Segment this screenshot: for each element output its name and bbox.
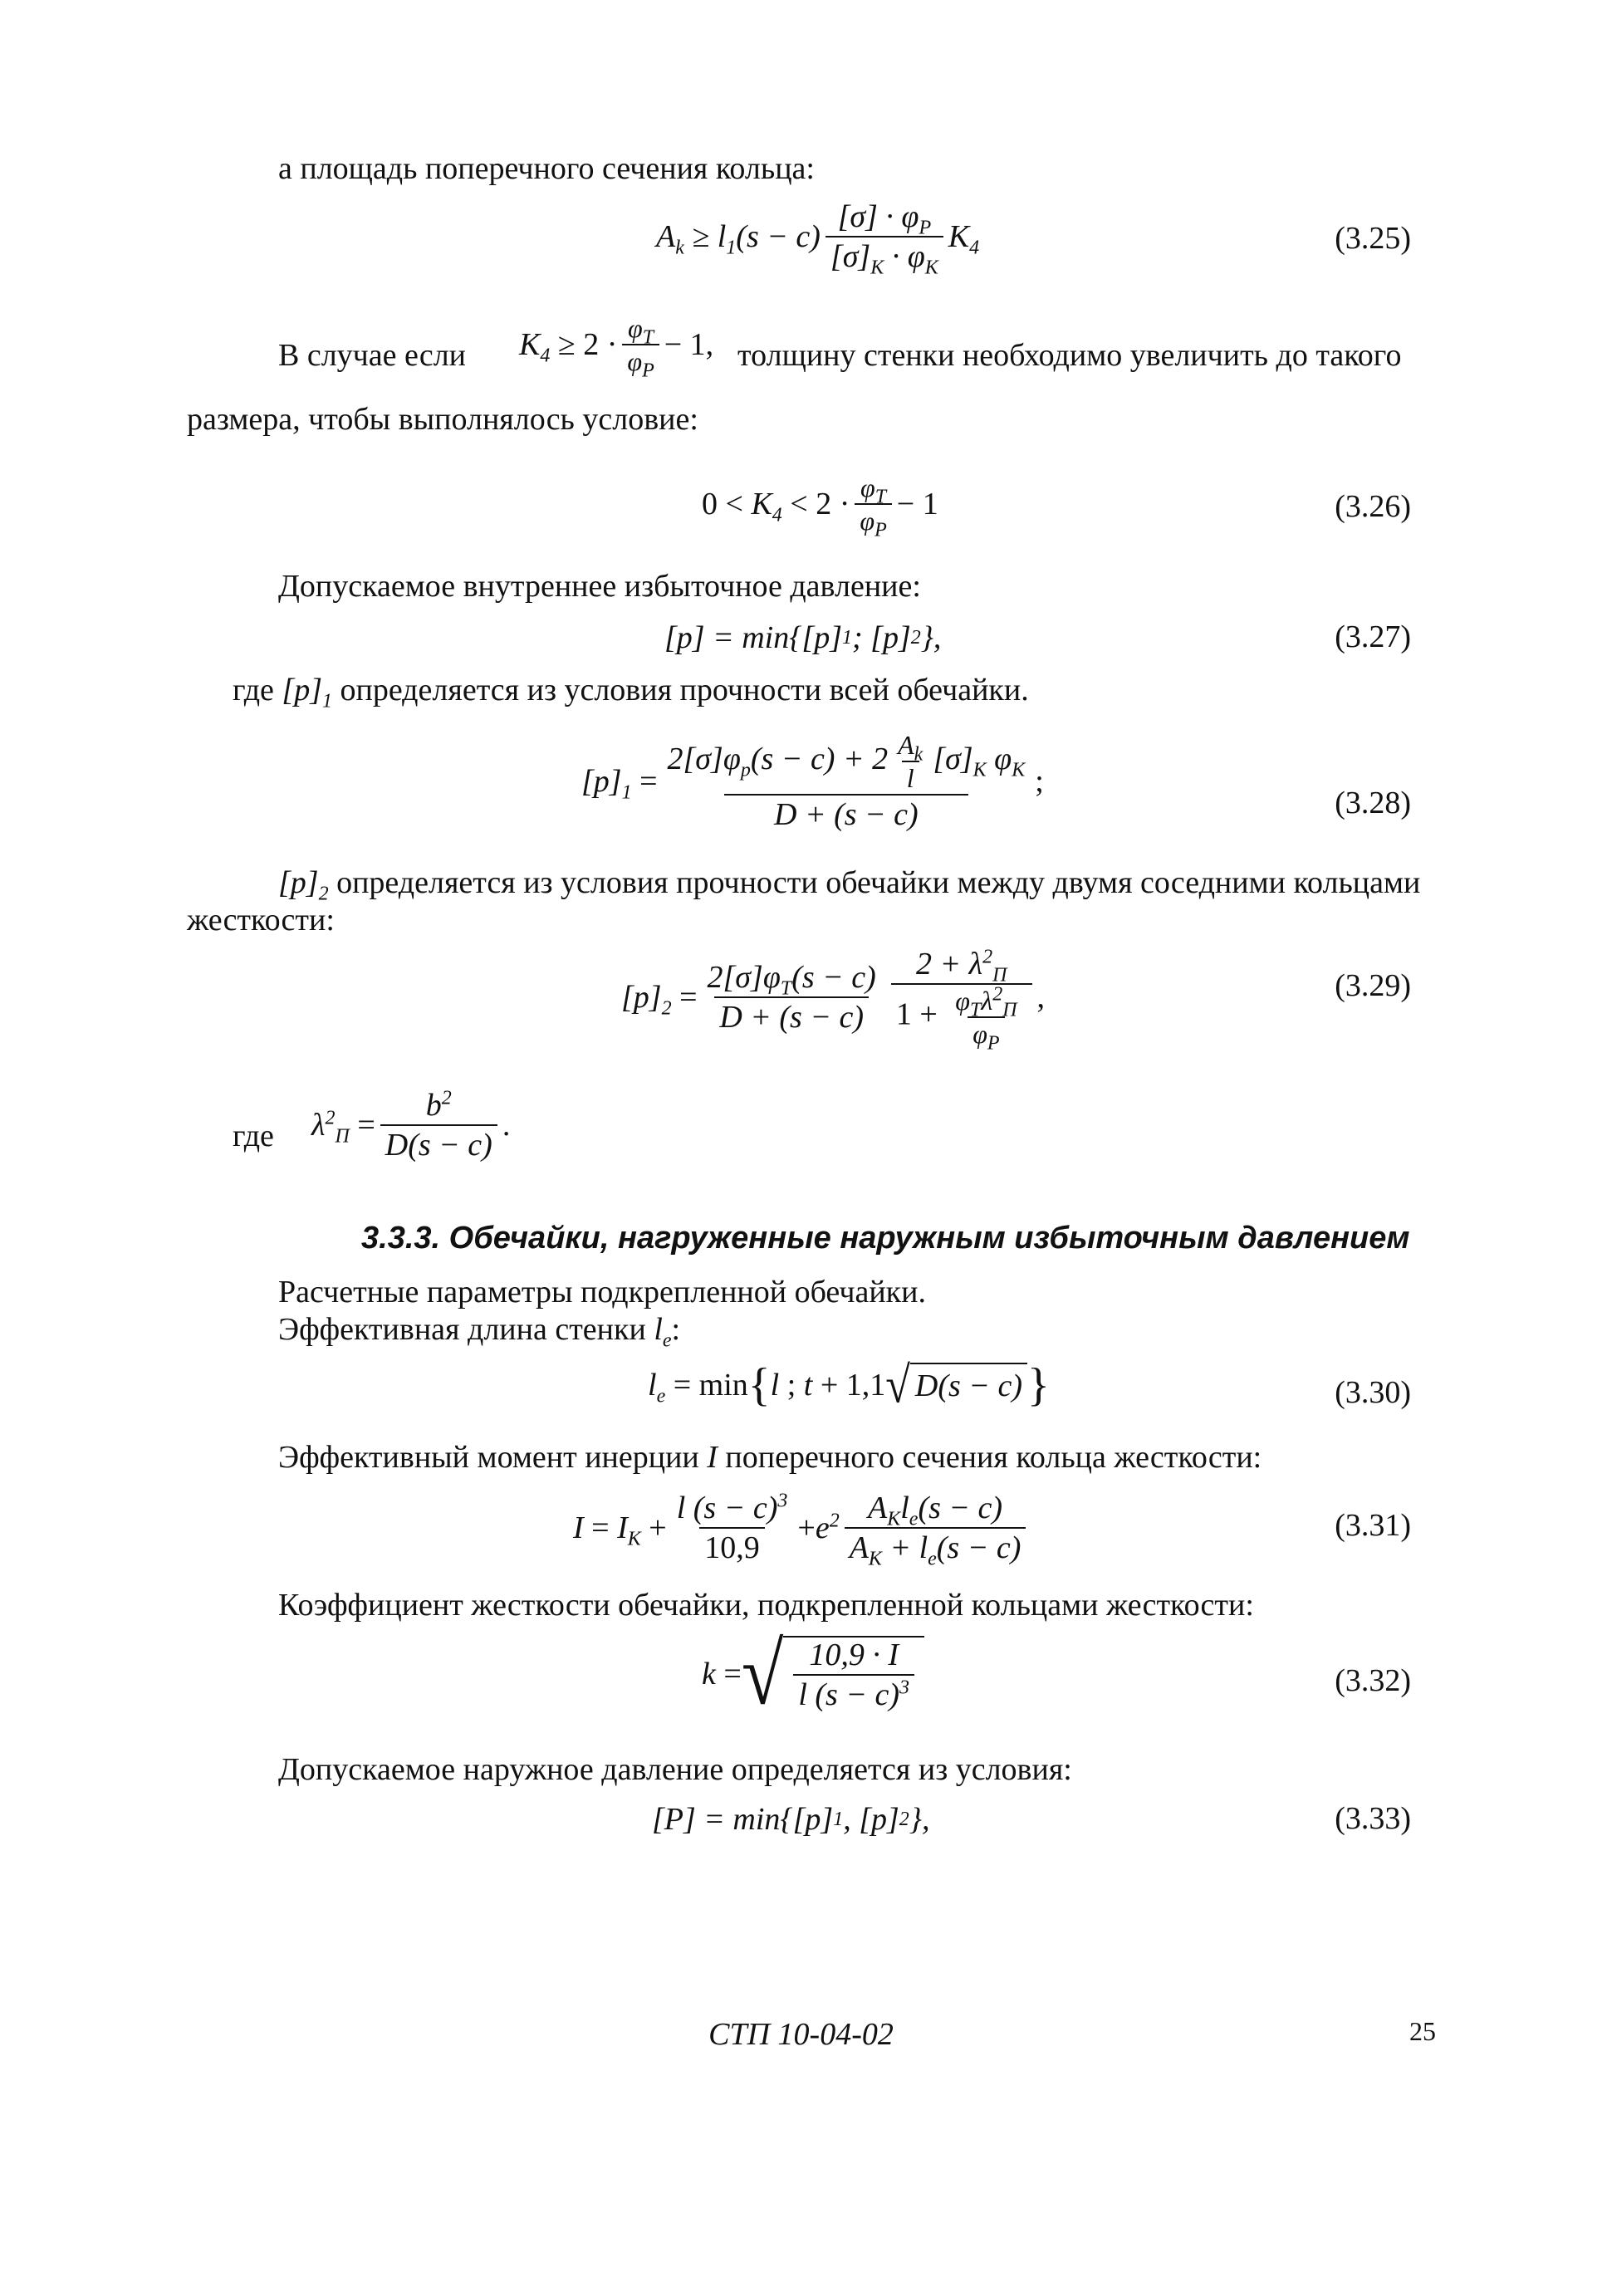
paragraph-design-params: Расчетные параметры подкрепленной обечайки. — [278, 1275, 926, 1310]
equation-3-33: [P] = min{[p] 1 , [p] 2 }, — [652, 1802, 930, 1837]
paragraph-moi-text-2: поперечного сечения кольца жесткости: — [725, 1440, 1262, 1475]
paragraph-allowable-internal: Допускаемое внутреннее избыточное давление: — [278, 569, 921, 604]
equation-number: (3.31) — [1335, 1508, 1411, 1543]
symbol-l: l — [654, 1312, 663, 1347]
footer-doc-code: СТП 10-04-02 — [708, 2017, 894, 2052]
paragraph-condition-intro: В случае если — [278, 338, 466, 373]
symbol-sub: e — [662, 1329, 672, 1352]
equation-3-25: $A_k \ge l_1(s - c)$ $\frac{[\sigma] \cdot \varphi_P}{[\sigma]_K \cdot \varphi_K}$ $K_4$ — [656, 199, 980, 279]
equation-3-27: [p] = min{[p] 1 ; [p] 2 }, — [664, 620, 942, 655]
symbol-sub: 2 — [318, 883, 329, 905]
equation-number: (3.33) — [1335, 1801, 1411, 1836]
paragraph-moi-text: Эффективный момент инерции — [278, 1440, 699, 1475]
equation-3-30: $l_e$ = min { l ; t + 1,1 √ D(s − c) } — [648, 1356, 1050, 1414]
paragraph-allowable-external: Допускаемое наружное давление определяется из условия: — [278, 1752, 1072, 1787]
paragraph-p1-definition — [233, 671, 1029, 712]
paragraph-condition-text-2: размера, чтобы выполнялось условие: — [187, 402, 698, 437]
inline-condition-k4: $K_4$ ≥ 2 · $\frac{\varphi_T}{\varphi_P}$ − 1, — [519, 313, 714, 382]
paragraph-stiffness-coefficient: Коэффициент жесткости обечайки, подкрепленной кольцами жесткости: — [278, 1588, 1254, 1623]
paragraph-p1-text: определяется из условия прочности всей обечайки. — [340, 673, 1029, 707]
symbol-p: [p] — [282, 673, 322, 707]
equation-3-26: 0 < $K_4$ < 2 · $\frac{\varphi_T}{\varphi_P}$ − 1 — [702, 472, 938, 541]
colon: : — [671, 1312, 681, 1347]
equation-number: (3.25) — [1335, 221, 1411, 256]
equation-number: (3.30) — [1335, 1375, 1411, 1410]
equation-number: (3.27) — [1335, 619, 1411, 654]
equation-number: (3.29) — [1335, 968, 1411, 1003]
equation-3-32: k = √ $\frac{10,9 \cdot I}{l (s - c)^3}$ — [702, 1636, 924, 1712]
equation-number: (3.26) — [1335, 489, 1411, 524]
word-where: где — [233, 673, 274, 707]
paragraph-ring-area: а площадь поперечного сечения кольца: — [278, 151, 815, 186]
symbol-i: I — [707, 1440, 718, 1475]
page-number: 25 — [1409, 2016, 1436, 2046]
paragraph-p2-text-2: жесткости: — [187, 903, 335, 937]
equation-number: (3.28) — [1335, 786, 1411, 820]
equation-3-31: I = $I_K$ + $\frac{l (s - c)^3}{10,9}$ + $e^2$ $\frac{A_Kl_e(s - c)}{A_K + l_e(s - c)}$ — [573, 1491, 1031, 1565]
symbol-sub: 1 — [321, 690, 332, 712]
equation-3-29: $[p]_2$ = $\frac{2[\sigma]\varphi_T(s - c)}{D + (s - c)}$ $2 + \lambda^2_П$ 1 + $\frac{\varphi_T\lambda^2_П}{\varphi_P}$ , — [621, 946, 1046, 1055]
section-heading: 3.3.3. Обечайки, нагруженные наружным избыточным давлением — [361, 1221, 1410, 1256]
equation-lambda: $\lambda^2_П$ = $\frac{b^2}{D(s - c)}$ . — [311, 1087, 511, 1163]
equation-number: (3.32) — [1335, 1663, 1411, 1698]
paragraph-moment-of-inertia — [278, 1438, 1262, 1476]
equation-3-28: $[p]_1$ = $2[\sigma]\varphi_p(s - c) + 2$ $\frac{A_k}{l}$ $[\sigma]_K$ $\varphi_K$ D + (s − c) ; — [581, 730, 1044, 832]
paragraph-effective-length-text: Эффективная длина стенки — [278, 1312, 646, 1347]
paragraph-p2-text: определяется из условия прочности обечайки между двумя соседними кольцами — [336, 865, 1421, 900]
word-where: где — [233, 1119, 274, 1153]
paragraph-condition-text: толщину стенки необходимо увеличить до такого — [737, 338, 1402, 373]
paragraph-effective-length — [278, 1310, 681, 1352]
paragraph-p2-definition — [278, 864, 1421, 905]
symbol-p: [p] — [278, 865, 319, 900]
